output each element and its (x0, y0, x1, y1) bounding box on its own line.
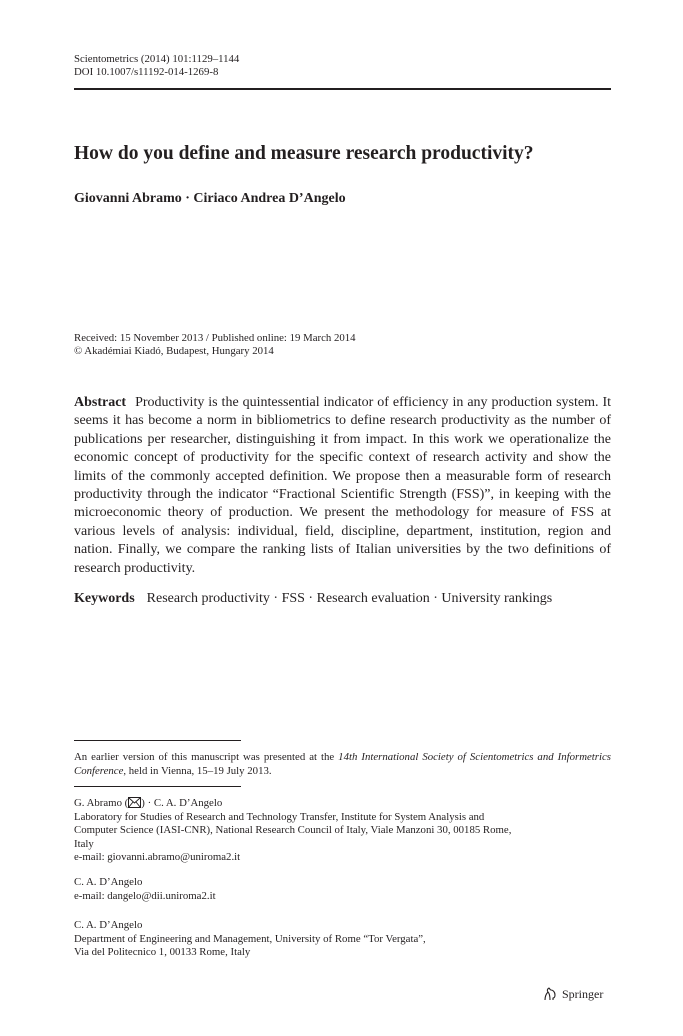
footnote-conference: 14th International Society of Scientometrics and Informetrics Conference (74, 751, 612, 777)
publisher-logo (542, 986, 603, 1002)
paper-title: How do you define and measure research productivity? (74, 143, 534, 164)
publisher-name: Springer (562, 986, 604, 1001)
keywords-label: Keywords (74, 591, 135, 606)
affiliation-1-email[interactable]: e-mail: giovanni.abramo@uniroma2.it (74, 851, 241, 863)
abstract (74, 394, 611, 578)
affiliation-3-line1: Department of Engineering and Management, University of Rome “Tor Vergata”, (74, 932, 426, 945)
affiliation-1 (74, 797, 611, 865)
affiliation-2 (74, 876, 611, 903)
keywords (74, 590, 611, 608)
affiliation-rule (74, 786, 241, 787)
keywords-text: Research productivity · FSS · Research evaluation · University rankings (146, 591, 553, 606)
received-date: Received: 15 November 2013 / Published online: 19 March 2014 (74, 332, 356, 344)
affiliation-1-lab-line3: Italy (74, 837, 94, 850)
footnote-rule (74, 740, 241, 741)
footnote-prefix: An earlier version of this manuscript was presented at the (74, 751, 339, 763)
affiliation-2-email[interactable]: e-mail: dangelo@dii.uniroma2.it (74, 889, 216, 902)
affiliation-1-lab-line1: Laboratory for Studies of Research and Technology Transfer, Institute for System Analysis and (74, 810, 485, 823)
abstract-label: Abstract (74, 395, 127, 410)
affiliation-3 (74, 919, 611, 960)
journal-citation: Scientometrics (2014) 101:1129–1144 (74, 53, 240, 65)
footnote-suffix: , held in Vienna, 15–19 July 2013. (123, 765, 272, 777)
publication-dates (74, 332, 611, 358)
paper-authors: Giovanni Abramo · Ciriaco Andrea D’Angelo (74, 191, 346, 206)
copyright: © Akadémiai Kiadó, Budapest, Hungary 2014 (74, 345, 274, 357)
doi: DOI 10.1007/s11192-014-1269-8 (74, 66, 219, 78)
affiliation-2-name: C. A. D’Angelo (74, 876, 143, 888)
springer-horse-icon (542, 986, 558, 1002)
abstract-text: Productivity is the quintessential indicator of efficiency in any production system. It seems it has become a norm in bibliometrics to define research productivity as the number of publications per researcher, distinguishing it from impact. In this work we operationalize the economic concept of productivity for the specific context of research activity and show the limits of the commonly accepted definition. We propose then a measurable form of research productivity through the indicator “Fractional Scientific Strength (FSS)”, in keeping with the microeconomic theory of production. We present the methodology for measure of FSS at various levels of analysis: individual, field, discipline, department, institution, region and nation. Finally, we compare the ranking lists of Italian universities by the two definitions of research productivity. (74, 395, 611, 576)
journal-header (74, 53, 239, 79)
affiliation-1-authors: G. Abramo ( ) · C. A. D’Angelo (74, 797, 223, 809)
affiliation-3-name: C. A. D’Angelo (74, 919, 143, 931)
affiliation-3-line2: Via del Politecnico 1, 00133 Rome, Italy (74, 946, 251, 958)
envelope-icon (128, 797, 141, 808)
affiliation-1-lab-line2: Computer Science (IASI-CNR), National Research Council of Italy, Viale Manzoni 30, 00185 Rome, (74, 824, 512, 836)
header-rule (74, 88, 611, 90)
footnote (74, 750, 611, 778)
